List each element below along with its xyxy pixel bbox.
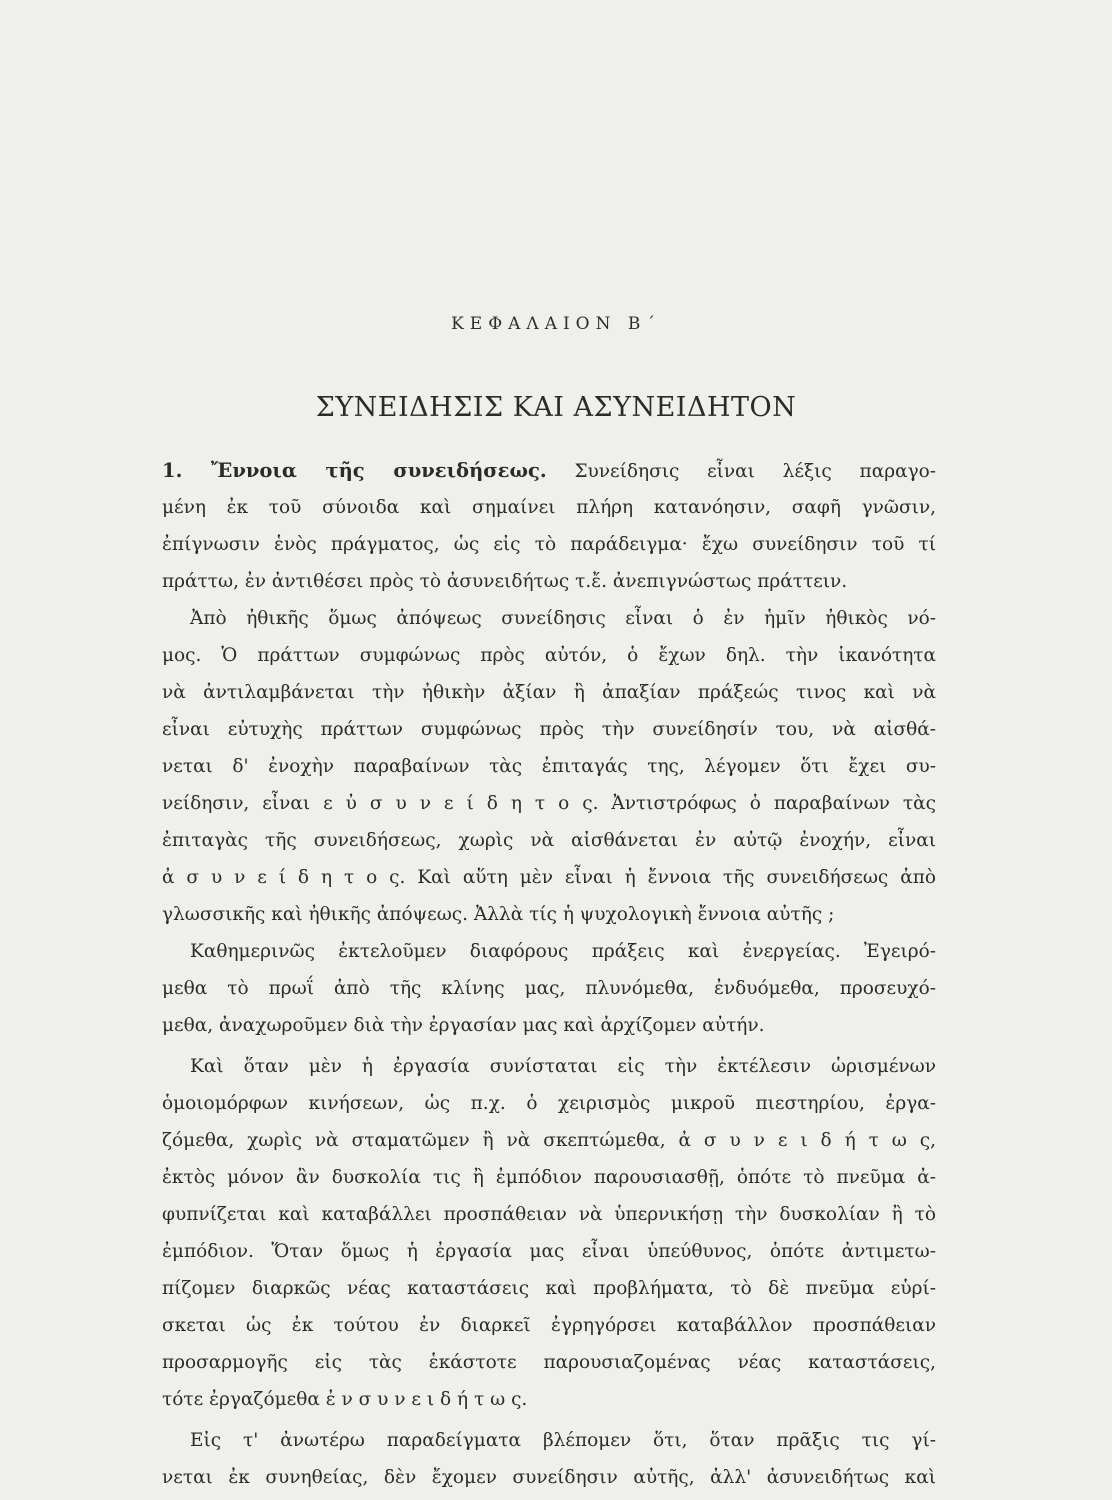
section-first-line: Συνείδησις εἶναι λέξις παραγο- xyxy=(546,461,937,482)
text-line: πίζομεν διαρκῶς νέας καταστάσεις καὶ προβλήματα, τὸ δὲ πνεῦμα εὑρί- xyxy=(162,1278,936,1299)
text-line: ἐπιταγὰς τῆς συνειδήσεως, χωρὶς νὰ αἰσθάνεται ἐν αὐτῷ ἐνοχήν, εἶναι xyxy=(162,830,936,851)
text-line: φυπνίζεται καὶ καταβάλλει προσπάθειαν νὰ ὑπερνικήσῃ τὴν δυσκολίαν ἢ τὸ xyxy=(162,1204,936,1225)
text-line: γλωσσικῆς καὶ ἠθικῆς ἀπόψεως. Ἀλλὰ τίς ἡ ψυχολογικὴ ἔννοια αὐτῆς ; xyxy=(162,904,835,925)
text-line: προσαρμογῆς εἰς τὰς ἑκάστοτε παρουσιαζομένας νέας καταστάσεις, xyxy=(162,1352,936,1373)
text-line: νείδησιν, εἶναι ε ὐ σ υ ν ε ί δ η τ ο ς. Ἀντιστρόφως ὁ παραβαίνων τὰς xyxy=(162,793,936,814)
text-line: πράττω, ἐν ἀντιθέσει πρὸς τὸ ἀσυνειδήτως τ.ἔ. ἀνεπιγνώστως πράττειν. xyxy=(162,571,848,592)
text-line: ἀ σ υ ν ε ί δ η τ ο ς. Καὶ αὕτη μὲν εἶναι ἡ ἔννοια τῆς συνειδήσεως ἀπὸ xyxy=(162,867,936,888)
text-line: Καὶ ὅταν μὲν ἡ ἐργασία συνίσταται εἰς τὴν ἐκτέλεσιν ὡρισμένων xyxy=(190,1056,936,1077)
text-line: ἐμπόδιον. Ὅταν ὅμως ἡ ἐργασία μας εἶναι ὑπεύθυνος, ὁπότε ἀντιμετω- xyxy=(162,1241,936,1262)
text-line: μένη ἐκ τοῦ σύνοιδα καὶ σημαίνει πλήρη κατανόησιν, σαφῆ γνῶσιν, xyxy=(162,497,936,518)
text-line: νεται ἐκ συνηθείας, δὲν ἔχομεν συνείδησιν αὐτῆς, ἀλλ' ἀσυνειδήτως καὶ xyxy=(162,1467,936,1488)
section-heading: 1. Ἔννοια τῆς συνειδήσεως. xyxy=(162,459,547,482)
text-line: νὰ ἀντιλαμβάνεται τὴν ἠθικὴν ἀξίαν ἢ ἀπαξίαν πράξεώς τινος καὶ νὰ xyxy=(162,682,936,703)
text-line: μος. Ὁ πράττων συμφώνως πρὸς αὐτόν, ὁ ἔχων δηλ. τὴν ἱκανότητα xyxy=(162,645,936,666)
text-line: μεθα, ἀναχωροῦμεν διὰ τὴν ἐργασίαν μας καὶ ἀρχίζομεν αὐτήν. xyxy=(162,1015,765,1036)
text-line: ὁμοιομόρφων κινήσεων, ὡς π.χ. ὁ χειρισμὸς μικροῦ πιεστηρίου, ἐργα- xyxy=(162,1093,936,1114)
text-line: σκεται ὡς ἐκ τούτου ἐν διαρκεῖ ἐγρηγόρσει καταβάλλον προσπάθειαν xyxy=(162,1315,936,1336)
text-line: ζόμεθα, χωρὶς νὰ σταματῶμεν ἢ νὰ σκεπτώμεθα, ἀ σ υ ν ε ι δ ή τ ω ς, xyxy=(162,1130,936,1151)
body-text xyxy=(162,452,936,1496)
text-line: ἐκτὸς μόνον ἂν δυσκολία τις ἢ ἐμπόδιον παρουσιασθῇ, ὁπότε τὸ πνεῦμα ἀ- xyxy=(162,1167,936,1188)
text-line xyxy=(162,452,936,489)
text-line: μεθα τὸ πρωΐ ἀπὸ τῆς κλίνης μας, πλυνόμεθα, ἐνδυόμεθα, προσευχό- xyxy=(162,978,936,999)
text-line: ἐπίγνωσιν ἑνὸς πράγματος, ὡς εἰς τὸ παράδειγμα· ἔχω συνείδησιν τοῦ τί xyxy=(162,534,936,555)
text-line: Καθημερινῶς ἐκτελοῦμεν διαφόρους πράξεις καὶ ἐνεργείας. Ἐγειρό- xyxy=(190,941,936,962)
text-line: Εἰς τ' ἀνωτέρω παραδείγματα βλέπομεν ὅτι, ὅταν πρᾶξις τις γί- xyxy=(190,1430,936,1451)
text-line: τότε ἐργαζόμεθα ἐ ν σ υ ν ε ι δ ή τ ω ς. xyxy=(162,1389,528,1410)
text-line: εἶναι εὐτυχὴς πράττων συμφώνως πρὸς τὴν συνείδησίν του, νὰ αἰσθά- xyxy=(162,719,936,740)
text-line: Ἀπὸ ἠθικῆς ὅμως ἀπόψεως συνείδησις εἶναι ὁ ἐν ἡμῖν ἠθικὸς νό- xyxy=(190,608,936,629)
text-line: νεται δ' ἐνοχὴν παραβαίνων τὰς ἐπιταγάς της, λέγομεν ὅτι ἔχει συ- xyxy=(162,756,936,777)
chapter-title: ΣΥΝΕΙΔΗΣΙΣ ΚΑΙ ΑΣΥΝΕΙΔΗΤΟΝ xyxy=(315,392,797,423)
chapter-label: ΚΕΦΑΛΑΙΟΝ Β΄ xyxy=(451,314,661,334)
